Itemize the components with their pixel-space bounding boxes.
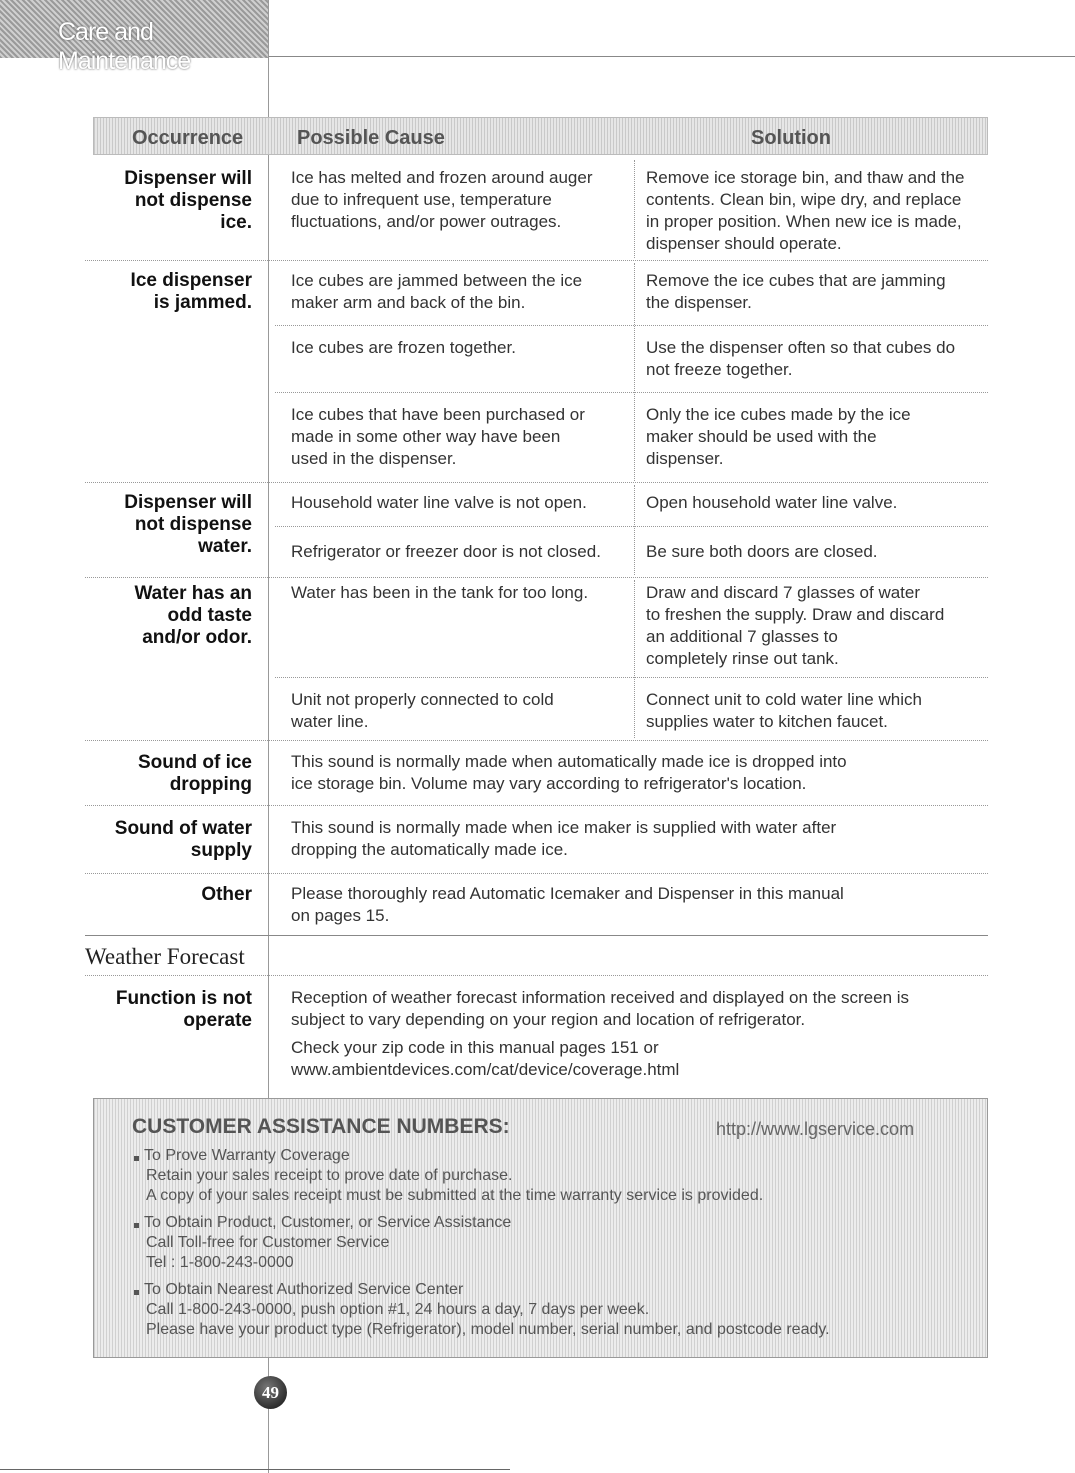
bullet-heading: To Prove Warranty Coverage bbox=[144, 1147, 350, 1164]
row-divider bbox=[634, 263, 635, 481]
row-separator bbox=[275, 392, 988, 393]
table-header bbox=[93, 117, 988, 155]
weather-section-title: Weather Forecast bbox=[85, 944, 245, 969]
bullet-line: A copy of your sales receipt must be submitted at the time warranty service is provided. bbox=[146, 1187, 764, 1204]
description-text: This sound is normally made when automatically made ice is dropped into ice storage bin. Volume may vary according to refrigerator's location. bbox=[291, 752, 847, 793]
bullet-icon bbox=[134, 1156, 139, 1161]
row-separator bbox=[85, 260, 988, 261]
bullet-heading: To Obtain Nearest Authorized Service Center bbox=[144, 1281, 464, 1298]
header-solution: Solution bbox=[751, 127, 831, 149]
row-separator bbox=[85, 975, 988, 976]
occurrence-label: Ice dispenser is jammed. bbox=[130, 270, 252, 313]
bullet-line: Call Toll-free for Customer Service bbox=[146, 1234, 390, 1251]
solution-text: Open household water line valve. bbox=[646, 493, 898, 512]
cause-text: Household water line valve is not open. bbox=[291, 493, 587, 512]
row-separator bbox=[85, 577, 988, 578]
row-divider bbox=[634, 485, 635, 575]
solution-text: Remove ice storage bin, and thaw and the contents. Clean bin, wipe dry, and replace in proper position. When new ice is made, dispenser should operate. bbox=[646, 168, 965, 253]
row-separator bbox=[275, 526, 988, 527]
cause-text: Water has been in the tank for too long. bbox=[291, 583, 589, 602]
solution-text: Draw and discard 7 glasses of water to freshen the supply. Draw and discard an additional 7 glasses to completely rinse out tank. bbox=[646, 583, 945, 668]
cause-text: Refrigerator or freezer door is not closed. bbox=[291, 542, 601, 561]
customer-assistance-box bbox=[93, 1098, 988, 1358]
row-separator bbox=[85, 873, 988, 874]
assistance-title: CUSTOMER ASSISTANCE NUMBERS: bbox=[132, 1115, 510, 1138]
row-separator bbox=[275, 677, 988, 678]
description-text: Check your zip code in this manual pages 151 or www.ambientdevices.com/cat/device/coverage.html bbox=[291, 1038, 680, 1079]
solution-text: Only the ice cubes made by the ice maker should be used with the dispenser. bbox=[646, 405, 911, 468]
footer-rule bbox=[0, 1469, 510, 1470]
section-tab bbox=[0, 0, 268, 75]
cause-text: Unit not properly connected to cold water line. bbox=[291, 690, 554, 731]
occurrence-label: Dispenser will not dispense water. bbox=[124, 492, 252, 557]
service-url[interactable]: http://www.lgservice.com bbox=[716, 1119, 915, 1139]
bullet-heading: To Obtain Product, Customer, or Service Assistance bbox=[144, 1214, 512, 1231]
row-divider bbox=[634, 580, 635, 738]
occurrence-label: Sound of water supply bbox=[114, 818, 252, 861]
row-divider bbox=[634, 160, 635, 258]
row-separator bbox=[85, 482, 988, 483]
row-separator bbox=[275, 325, 988, 326]
bullet-line: Call 1-800-243-0000, push option #1, 24 hours a day, 7 days per week. bbox=[146, 1301, 650, 1318]
header-occurrence: Occurrence bbox=[132, 127, 244, 149]
row-separator bbox=[85, 935, 988, 936]
description-text: Please thoroughly read Automatic Icemaker and Dispenser in this manual on pages 15. bbox=[291, 884, 844, 925]
bullet-icon bbox=[134, 1223, 139, 1228]
description-text: Reception of weather forecast information received and displayed on the screen is subject to vary depending on your region and location of refrigerator. bbox=[291, 988, 910, 1029]
occurrence-label: Sound of ice dropping bbox=[138, 752, 252, 795]
cause-text: Ice cubes are jammed between the ice maker arm and back of the bin. bbox=[291, 271, 583, 312]
occurrence-label: Dispenser will not dispense ice. bbox=[124, 168, 252, 233]
cause-text: Ice has melted and frozen around auger due to infrequent use, temperature fluctuations, and/or power outrages. bbox=[291, 168, 593, 231]
header-rule bbox=[268, 56, 1075, 57]
occurrence-label: Water has an odd taste and/or odor. bbox=[134, 583, 252, 648]
bullet-line: Retain your sales receipt to prove date of purchase. bbox=[146, 1167, 513, 1184]
solution-text: Use the dispenser often so that cubes do not freeze together. bbox=[646, 338, 956, 379]
row-separator bbox=[85, 805, 988, 806]
page-number: 49 bbox=[254, 1376, 287, 1409]
solution-text: Be sure both doors are closed. bbox=[646, 542, 878, 561]
solution-text: Remove the ice cubes that are jamming the dispenser. bbox=[646, 271, 946, 312]
bullet-line: Please have your product type (Refrigerator), model number, serial number, and postcode ready. bbox=[146, 1321, 830, 1338]
cause-text: Ice cubes that have been purchased or made in some other way have been used in the dispenser. bbox=[291, 405, 585, 468]
row-separator bbox=[85, 740, 988, 741]
header-cause: Possible Cause bbox=[297, 127, 445, 149]
description-text: This sound is normally made when ice maker is supplied with water after dropping the automatically made ice. bbox=[291, 818, 837, 859]
occurrence-label: Function is not operate bbox=[115, 988, 252, 1031]
solution-text: Connect unit to cold water line which supplies water to kitchen faucet. bbox=[646, 690, 922, 731]
bullet-icon bbox=[134, 1290, 139, 1295]
section-title: Care and Maintenance bbox=[58, 18, 191, 75]
bullet-line: Tel : 1-800-243-0000 bbox=[146, 1254, 294, 1271]
occurrence-label: Other bbox=[201, 884, 252, 905]
cause-text: Ice cubes are frozen together. bbox=[291, 338, 516, 357]
